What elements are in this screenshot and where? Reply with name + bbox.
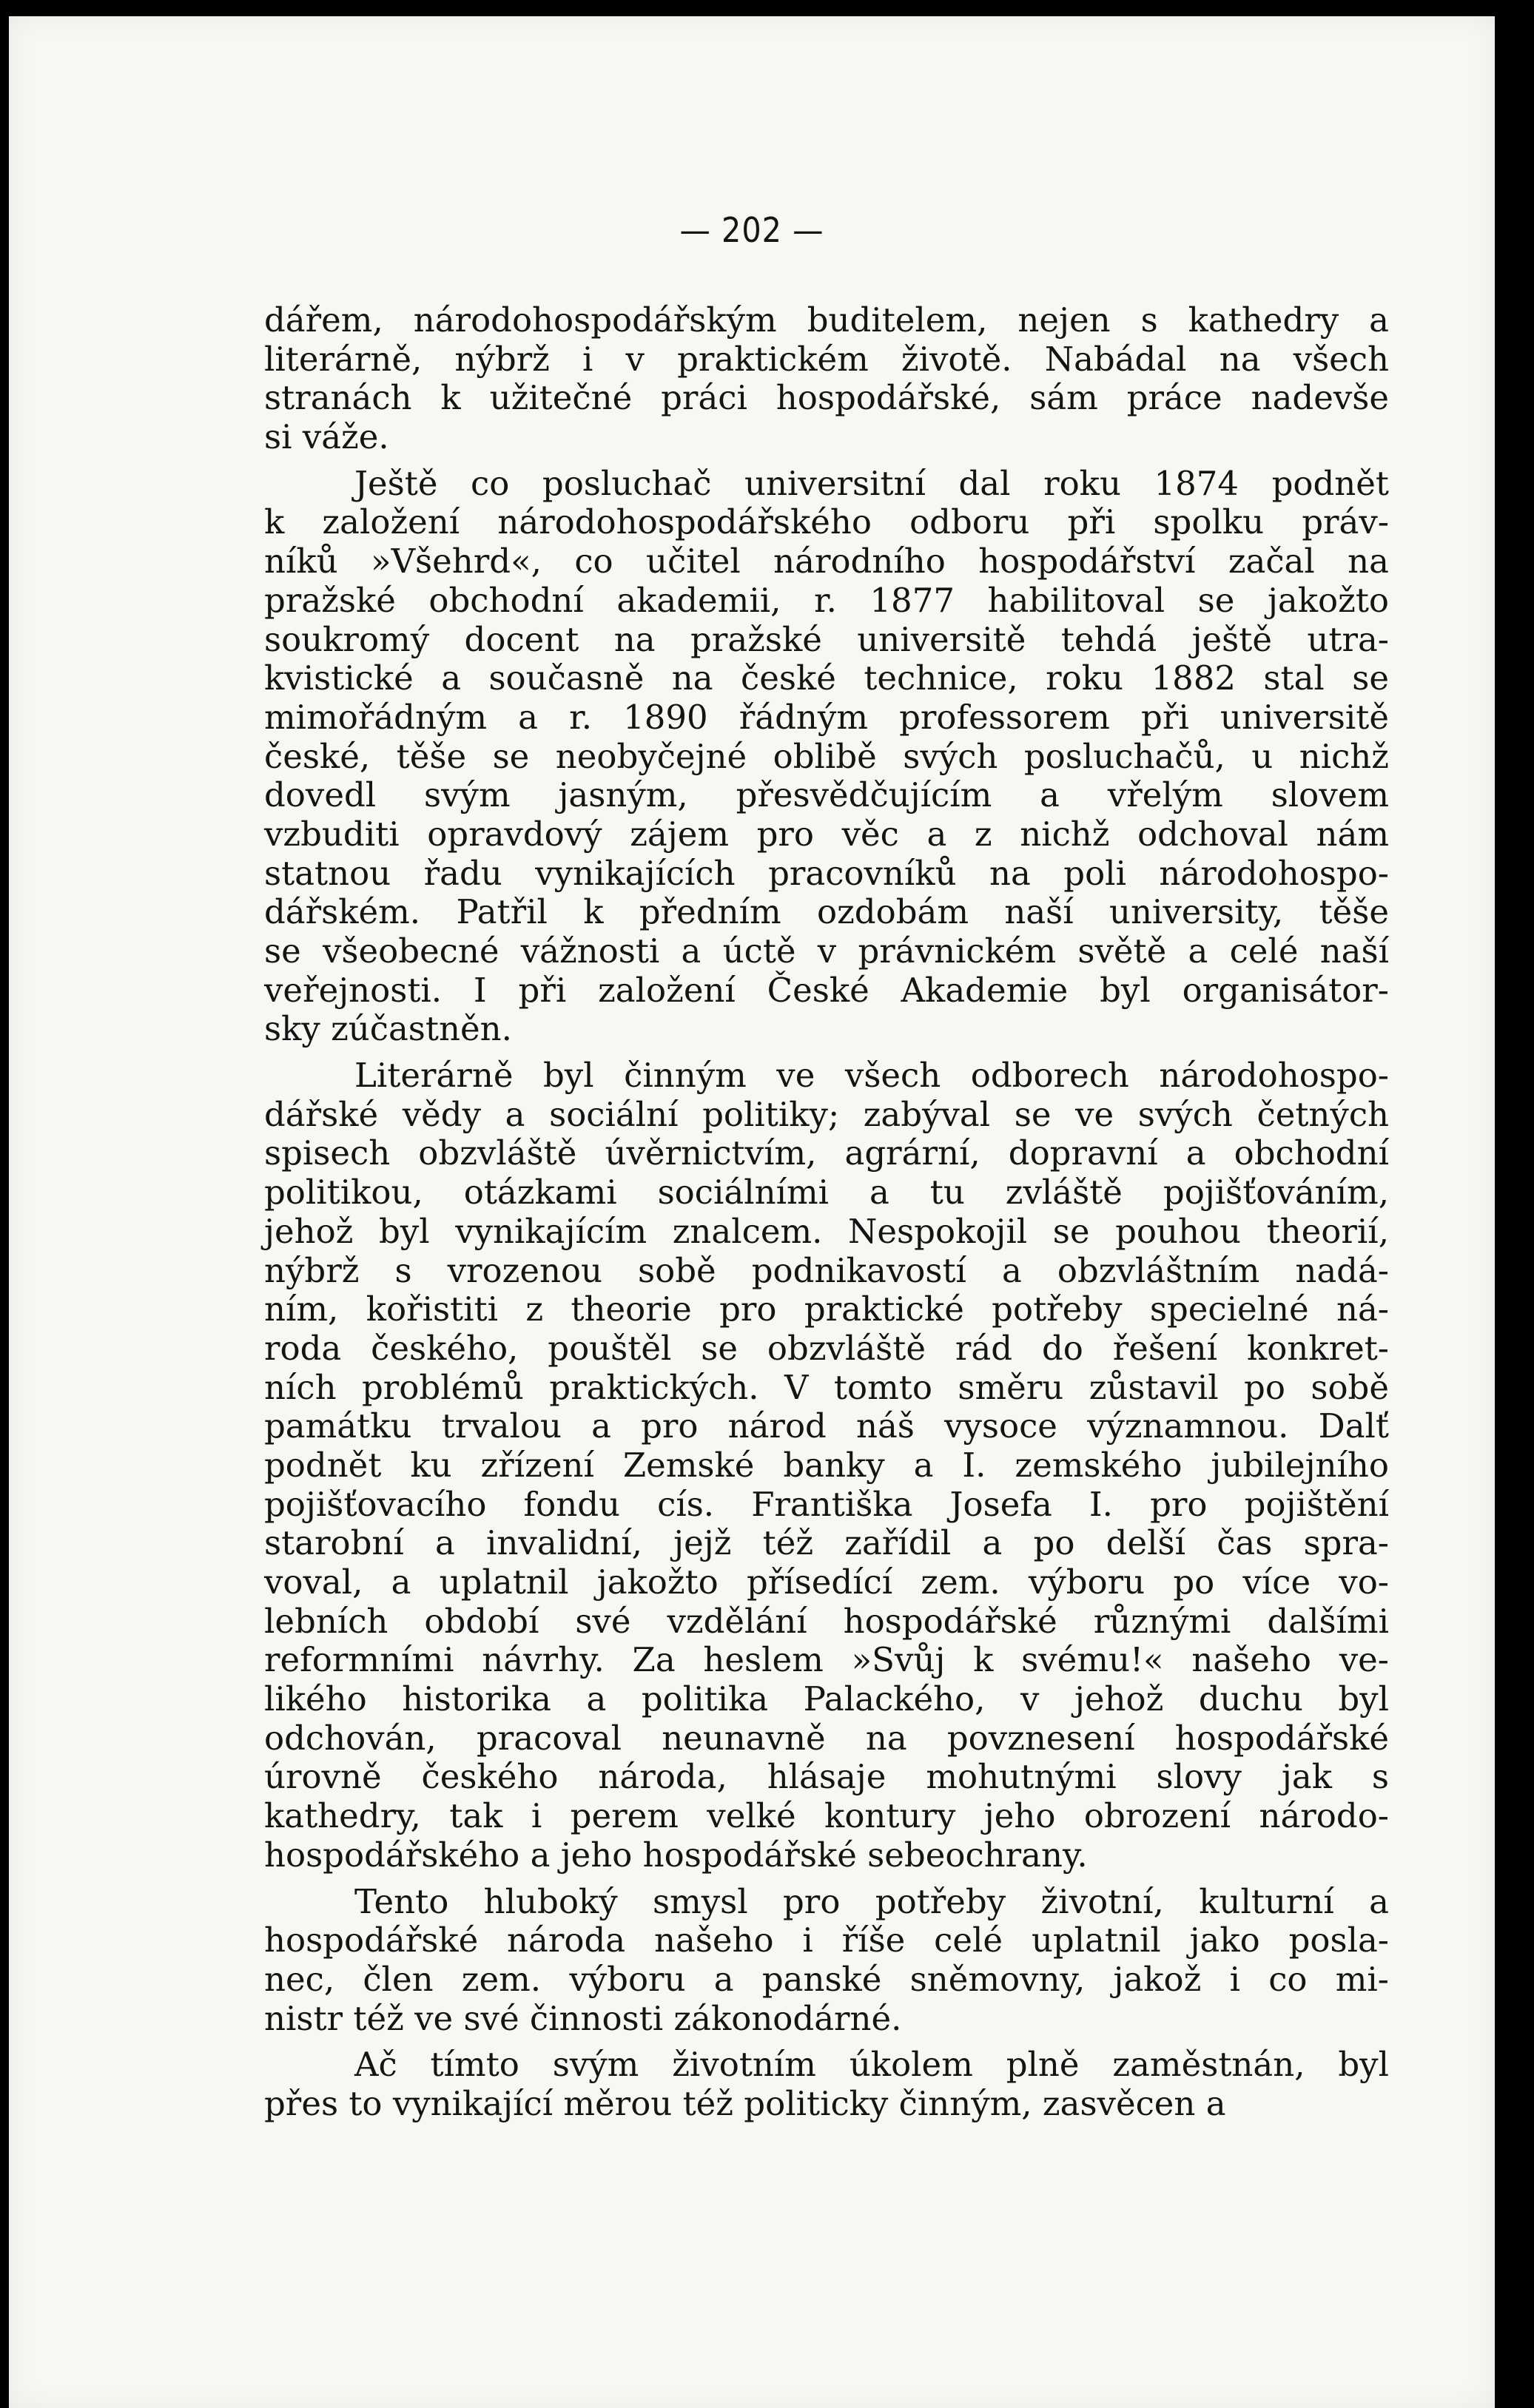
text-line: nistr též ve své činnosti zákonodárné. (264, 1998, 902, 2038)
text-line: dářském. Patřil k předním ozdobám naší university, těše (264, 892, 1389, 932)
text-line: lebních období své vzdělání hospodářské různými dalšími (264, 1601, 1389, 1641)
text-line: mimořádným a r. 1890 řádným professorem při universitě (264, 697, 1389, 737)
text-line: ním, kořistiti z theorie pro praktické potřeby specielné ná- (264, 1289, 1389, 1329)
book-page (9, 16, 1495, 2408)
scan-border-right (1495, 0, 1534, 2408)
text-line: spisech obzvláště úvěrnictvím, agrární, dopravní a obchodní (264, 1133, 1389, 1173)
text-line: přes to vynikající měrou též politicky činným, zasvěcen a (264, 2083, 1226, 2123)
text-line: památku trvalou a pro národ náš vysoce významnou. Dalť (264, 1406, 1389, 1446)
text-line: hospodářské národa našeho i říše celé uplatnil jako posla- (264, 1920, 1389, 1960)
text-line: si váže. (264, 417, 389, 457)
body-text (264, 301, 1389, 2124)
text-line: podnět ku zřízení Zemské banky a I. zemského jubilejního (264, 1445, 1389, 1485)
page-number: — 202 — (679, 210, 824, 250)
text-line: pojišťovacího fondu cís. Františka Josefa I. pro pojištění (264, 1484, 1389, 1524)
text-line: reformními návrhy. Za heslem »Svůj k svému!« našeho ve- (264, 1640, 1389, 1680)
paragraph (264, 1883, 1389, 2039)
text-line: se všeobecné vážnosti a úctě v právnickém světě a celé naší (264, 931, 1389, 971)
text-line: Tento hluboký smysl pro potřeby životní, kulturní a (354, 1881, 1389, 1921)
text-line: veřejnosti. I při založení České Akademie byl organisátor- (264, 970, 1389, 1010)
text-line: literárně, nýbrž i v praktickém životě. Nabádal na všech (264, 339, 1389, 379)
paragraph (264, 301, 1389, 457)
text-line: Ještě co posluchač universitní dal roku 1874 podnět (354, 463, 1389, 503)
text-line: hospodářského a jeho hospodářské sebeochrany. (264, 1835, 1088, 1875)
text-line: soukromý docent na pražské universitě tehdá ještě utra- (264, 619, 1389, 659)
text-line: pražské obchodní akademii, r. 1877 habilitoval se jakožto (264, 580, 1389, 620)
text-line: odchován, pracoval neunavně na povznesení hospodářské (264, 1718, 1389, 1758)
text-line: jehož byl vynikajícím znalcem. Nespokojil se pouhou theorií, (264, 1211, 1389, 1251)
text-line: voval, a uplatnil jakožto přísedící zem. výboru po více vo- (264, 1562, 1389, 1602)
text-line: statnou řadu vynikajících pracovníků na poli národohospo- (264, 853, 1389, 893)
text-line: sky zúčastněn. (264, 1009, 512, 1049)
text-line: k založení národohospodářského odboru při spolku práv- (264, 502, 1389, 542)
text-line: níků »Všehrd«, co učitel národního hospodářství začal na (264, 542, 1389, 581)
text-line: dovedl svým jasným, přesvědčujícím a vřelým slovem (264, 775, 1389, 815)
text-line: dářské vědy a sociální politiky; zabýval se ve svých četných (264, 1094, 1389, 1134)
text-line: stranách k užitečné práci hospodářské, sám práce nadevše (264, 378, 1389, 418)
paragraph (264, 465, 1389, 1049)
text-line: vzbuditi opravdový zájem pro věc a z nichž odchoval nám (264, 814, 1389, 854)
text-line: dářem, národohospodářským buditelem, nejen s kathedry a (264, 300, 1389, 340)
text-line: kvistické a současně na české technice, roku 1882 stal se (264, 658, 1389, 698)
text-line: politikou, otázkami sociálními a tu zvláště pojišťováním, (264, 1173, 1389, 1213)
text-line: kathedry, tak i perem velké kontury jeho obrození národo- (264, 1796, 1389, 1836)
text-line: nec, člen zem. výboru a panské sněmovny, jakož i co mi- (264, 1959, 1389, 1999)
text-line: Literárně byl činným ve všech odborech národohospo- (354, 1056, 1389, 1096)
paragraph (264, 1056, 1389, 1875)
text-line: likého historika a politika Palackého, v jehož duchu byl (264, 1679, 1389, 1719)
paragraph (264, 2046, 1389, 2123)
text-line: české, těše se neobyčejné oblibě svých posluchačů, u nichž (264, 736, 1389, 776)
text-line: ních problémů praktických. V tomto směru zůstavil po sobě (264, 1367, 1389, 1407)
text-line: roda českého, pouštěl se obzvláště rád do řešení konkret- (264, 1328, 1389, 1368)
text-line: Ač tímto svým životním úkolem plně zaměstnán, byl (354, 2045, 1389, 2085)
text-line: úrovně českého národa, hlásaje mohutnými slovy jak s (264, 1757, 1389, 1797)
text-line: starobní a invalidní, jejž též zařídil a po delší čas spra- (264, 1523, 1389, 1563)
text-line: nýbrž s vrozenou sobě podnikavostí a obzvláštním nadá- (264, 1250, 1389, 1290)
